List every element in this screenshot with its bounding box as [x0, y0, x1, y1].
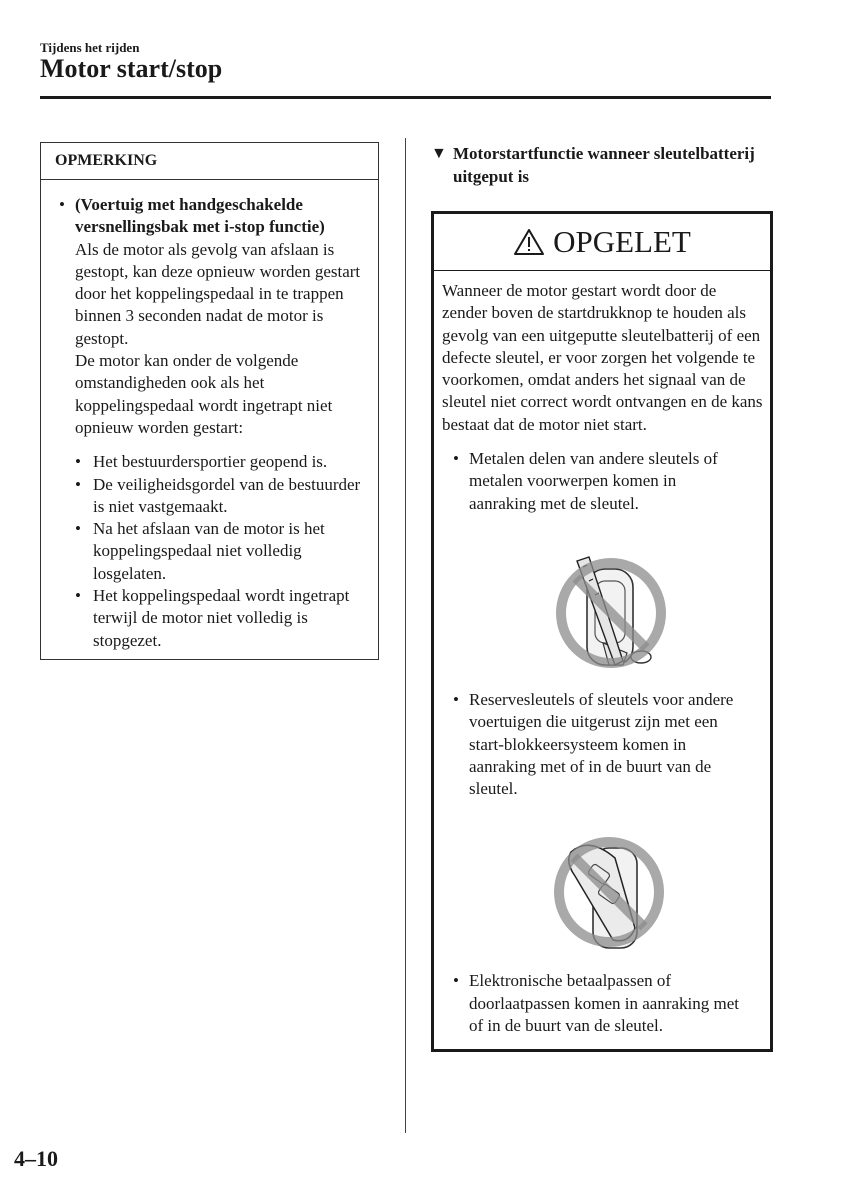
note-body	[41, 180, 378, 652]
list-item-text: De veiligheidsgordel van de bestuurder is niet vastgemaakt.	[93, 474, 361, 516]
section-heading	[431, 143, 771, 188]
list-item-text: Het koppelingspedaal wordt ingetrapt terwijl de motor niet volledig is stopgezet.	[93, 586, 350, 650]
warning-icon	[513, 228, 545, 256]
note-box	[40, 142, 379, 660]
note-bullet-content	[75, 194, 373, 439]
list-item	[59, 451, 378, 473]
bullet-icon: •	[453, 689, 459, 709]
spare-keys-illustration	[549, 828, 669, 958]
list-item-text: Metalen delen van andere sleutels of metalen voorwerpen komen in aanraking met de sleutel.	[469, 449, 718, 513]
note-paragraph-2: De motor kan onder de volgende omstandigheden ook als het koppelingspedaal wordt ingetrapt niet opnieuw worden gestart:	[75, 351, 333, 437]
note-heading: OPMERKING	[41, 143, 378, 180]
warning-intro: Wanneer de motor gestart wordt door de zender boven de startdrukknop te houden als gevolg van een uitgeputte sleutelbatterij of een defecte sleutel, er voor zorgen het volgende te voorkomen, omdat anders het signaal van de sleutel niet correct wordt ontvangen en de kans bestaat dat de motor niet start.	[442, 281, 763, 434]
section-label: Tijdens het rijden	[40, 40, 140, 55]
bullet-icon: •	[75, 586, 81, 606]
note-bullet-item	[59, 194, 378, 439]
list-item-text: Reservesleutels of sleutels voor andere voertuigen die uitgerust zijn met een start-blokkeersysteem komen in aanraking met of in de buurt van de sleutel.	[469, 689, 734, 799]
warning-body	[434, 271, 770, 1037]
bullet-icon: •	[75, 452, 81, 472]
list-item	[59, 474, 378, 519]
warning-header	[434, 214, 770, 271]
bullet-icon: •	[59, 195, 65, 214]
bullet-icon: •	[453, 971, 459, 991]
list-item	[442, 448, 770, 515]
column-divider	[405, 138, 406, 1133]
list-item	[59, 585, 378, 652]
title-rule	[40, 96, 771, 99]
list-item	[442, 970, 770, 1037]
bullet-icon: •	[75, 474, 81, 494]
warning-title: OPGELET	[553, 224, 691, 259]
triangle-down-icon: ▼	[431, 145, 447, 162]
warning-box	[431, 211, 773, 1052]
list-item-text: Na het afslaan van de motor is het koppelingspedaal niet volledig losgelaten.	[93, 519, 325, 583]
page-title: Motor start/stop	[40, 54, 223, 83]
section-heading-text: Motorstartfunctie wanneer sleutelbatterij uitgeput is	[453, 144, 755, 186]
list-item-text: Het bestuurdersportier geopend is.	[93, 452, 328, 472]
key-metal-contact-illustration	[549, 547, 669, 677]
note-bold-intro: (Voertuig met handgeschakelde versnellingsbak met i-stop functie)	[75, 195, 325, 237]
page-number: 4–10	[14, 1146, 58, 1171]
list-item	[59, 518, 378, 585]
bullet-icon: •	[453, 449, 459, 469]
bullet-icon: •	[75, 519, 81, 539]
list-item-text: Elektronische betaalpassen of doorlaatpassen komen in aanraking met of in de buurt van de sleutel.	[469, 971, 740, 1036]
list-item	[442, 689, 770, 800]
note-condition-list	[59, 451, 378, 652]
note-paragraph-1: Als de motor als gevolg van afslaan is gestopt, kan deze opnieuw worden gestart door het koppelingspedaal in te trappen binnen 3 seconden nadat de motor is gestopt.	[75, 239, 361, 348]
